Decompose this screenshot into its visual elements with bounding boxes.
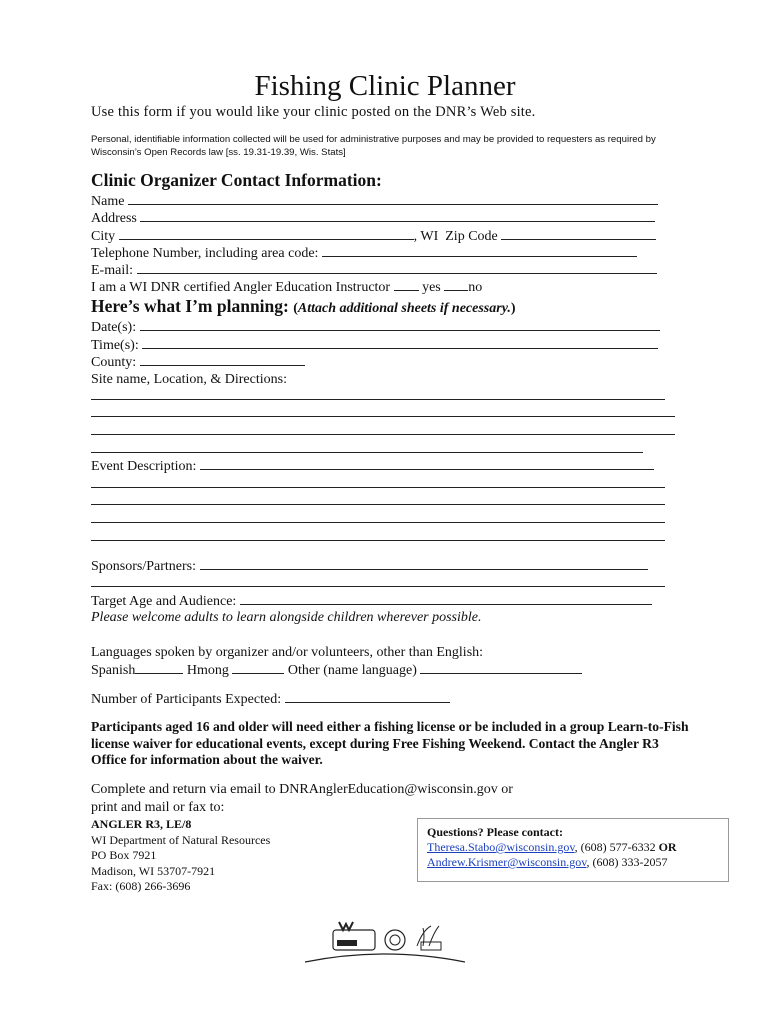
address-label: Address — [91, 211, 137, 226]
contact-line-1 — [427, 840, 719, 855]
contact-or: OR — [658, 840, 677, 854]
address-row — [91, 209, 655, 226]
site-field-line-3[interactable] — [91, 434, 675, 435]
address-line-4: Madison, WI 53707-7921 — [91, 863, 216, 878]
contact-phone-1: , (608) 577-6332 — [574, 840, 656, 854]
participants-label: Number of Participants Expected: — [91, 692, 282, 707]
footer-logos — [305, 916, 465, 966]
note-open: ( — [293, 301, 298, 316]
city-label: City — [91, 229, 116, 244]
email-row — [91, 261, 657, 278]
contact-email-1-link[interactable]: Theresa.Stabo@wisconsin.gov — [427, 840, 575, 854]
target-label: Target Age and Audience: — [91, 594, 237, 609]
event-field-line-4[interactable] — [91, 522, 665, 523]
contact-line-2 — [427, 855, 719, 870]
address-line-3: PO Box 7921 — [91, 848, 157, 862]
name-label: Name — [91, 194, 125, 209]
return-line-2: print and mail or fax to: — [91, 800, 225, 815]
other-language-field[interactable] — [420, 661, 582, 674]
intro-text: Use this form if you would like your clinic posted on the DNR’s Web site. — [91, 104, 536, 120]
certified-yes-field[interactable] — [394, 278, 419, 291]
dates-row — [91, 318, 660, 335]
spanish-field[interactable] — [135, 661, 183, 674]
event-field-line-2[interactable] — [91, 487, 665, 488]
event-label: Event Description: — [91, 459, 197, 474]
planning-note — [293, 301, 515, 316]
mailing-address — [91, 817, 270, 895]
zip-label: Zip Code — [445, 229, 498, 244]
hmong-field[interactable] — [232, 661, 284, 674]
state-label: , WI — [413, 229, 439, 244]
site-row — [91, 371, 287, 388]
license-notice: Participants aged 16 and older will need either a fishing license or be included in a group Learn-to-Fish license waiver for educational events, except during Free Fishing Weekend. Contact the Angler R3 Office for information about the waiver. — [91, 719, 689, 767]
languages-label: Languages spoken by organizer and/or volunteers, other than English: — [91, 645, 484, 660]
questions-contact-box — [417, 818, 729, 882]
certified-label: I am a WI DNR certified Angler Education Instructor — [91, 280, 391, 295]
note-close: ) — [510, 301, 516, 316]
city-row — [91, 227, 656, 244]
target-field[interactable] — [240, 592, 652, 605]
privacy-notice: Personal, identifiable information collected will be used for administrative purposes and may be provided to requesters as required by Wisconsin’s Open Records law [ss. 19.31-19.39, Wis. Stats] — [91, 134, 656, 158]
planning-section-heading — [91, 296, 516, 317]
contact-email-2-link[interactable]: Andrew.Krismer@wisconsin.gov — [427, 855, 587, 869]
other-label: Other (name language) — [287, 663, 417, 678]
county-field[interactable] — [140, 353, 305, 366]
event-field[interactable] — [200, 457, 654, 470]
yes-label: yes — [422, 280, 441, 295]
return-line-1: Complete and return via email to DNRAnglerEducation@wisconsin.gov or — [91, 782, 513, 797]
email-field[interactable] — [137, 261, 657, 274]
certified-no-field[interactable] — [444, 278, 468, 291]
anglers-illustration — [417, 926, 441, 950]
no-label: no — [468, 280, 483, 295]
site-field-line-4[interactable] — [91, 452, 643, 453]
sponsors-row — [91, 557, 648, 574]
return-instructions — [91, 781, 513, 817]
participants-field[interactable] — [285, 690, 450, 703]
contact-heading: Questions? Please contact: — [427, 825, 563, 839]
zip-field[interactable] — [501, 227, 656, 240]
certified-row — [91, 278, 482, 295]
city-field[interactable] — [119, 227, 414, 240]
event-field-line-3[interactable] — [91, 504, 665, 505]
fishing-badge-logo — [385, 930, 405, 950]
times-row — [91, 336, 658, 353]
target-note: Please welcome adults to learn alongside children wherever possible. — [91, 610, 482, 625]
target-row — [91, 592, 652, 609]
site-field-line-2[interactable] — [91, 416, 675, 417]
sponsors-field[interactable] — [200, 557, 648, 570]
county-row — [91, 353, 305, 370]
ground-line — [305, 954, 465, 962]
phone-field[interactable] — [322, 244, 637, 257]
address-line-2: WI Department of Natural Resources — [91, 832, 271, 847]
sponsors-label: Sponsors/Partners: — [91, 559, 196, 574]
times-field[interactable] — [142, 336, 658, 349]
address-field[interactable] — [140, 209, 655, 222]
phone-label: Telephone Number, including area code: — [91, 246, 319, 261]
times-label: Time(s): — [91, 338, 139, 353]
name-field[interactable] — [128, 192, 658, 205]
spanish-label: Spanish — [91, 663, 136, 678]
email-label: E-mail: — [91, 263, 133, 278]
event-field-line-5[interactable] — [91, 540, 665, 541]
dnr-logo — [333, 922, 375, 950]
sponsors-field-line-2[interactable] — [91, 586, 665, 587]
site-label: Site name, Location, & Directions: — [91, 372, 287, 387]
dates-label: Date(s): — [91, 320, 137, 335]
name-row — [91, 192, 658, 209]
county-label: County: — [91, 355, 137, 370]
contact-phone-2: , (608) 333-2057 — [586, 855, 668, 869]
contact-section-heading: Clinic Organizer Contact Information: — [91, 170, 382, 190]
planning-heading-text: Here’s what I’m planning: — [91, 296, 289, 316]
phone-row — [91, 244, 637, 261]
hmong-label: Hmong — [186, 663, 229, 678]
fax-line: Fax: (608) 266-3696 — [91, 879, 191, 893]
dates-field[interactable] — [140, 318, 660, 331]
languages-row — [91, 661, 582, 678]
page-title: Fishing Clinic Planner — [254, 70, 516, 102]
participants-row — [91, 690, 450, 707]
note-text: Attach additional sheets if necessary. — [297, 301, 511, 316]
event-row — [91, 457, 654, 474]
site-field-line-1[interactable] — [91, 399, 665, 400]
address-line-1: ANGLER R3, LE/8 — [91, 817, 192, 831]
